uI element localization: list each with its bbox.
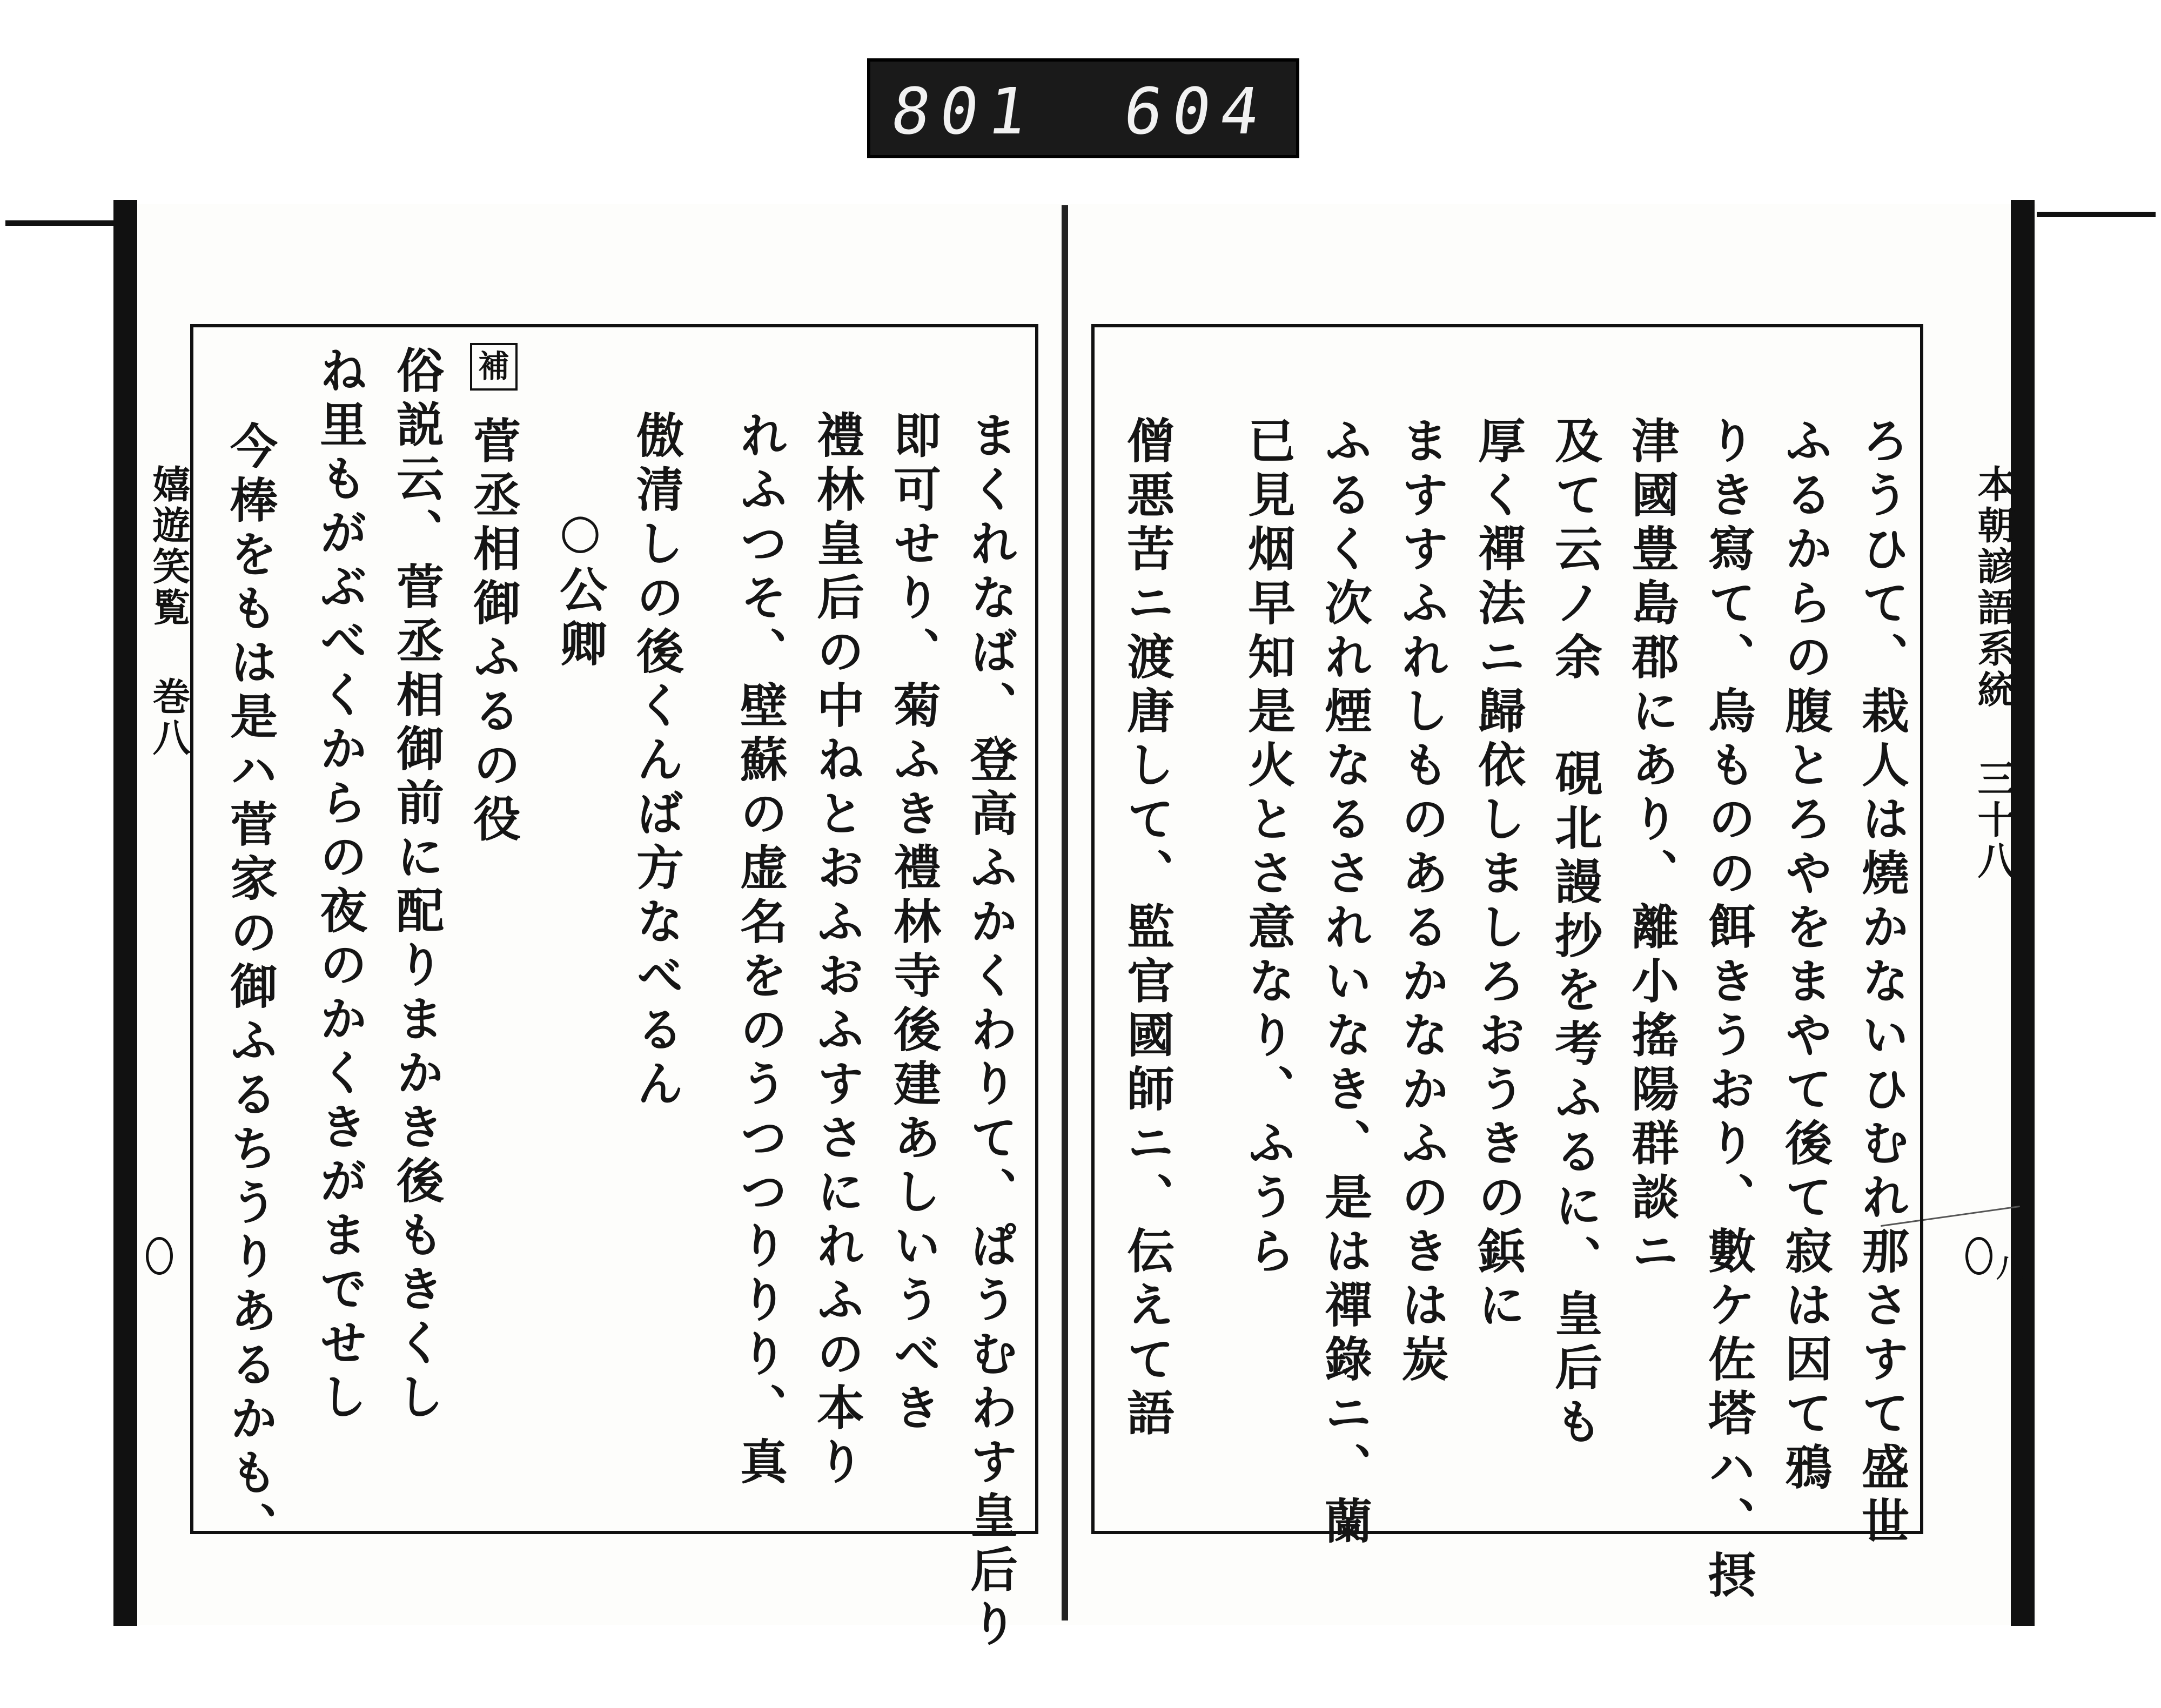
- book-gutter: [1062, 205, 1068, 1620]
- book-edge-left: [113, 200, 137, 1626]
- right-page-column-10: 僧悪苦ニ渡唐して、監官國師ニ、伝えて語: [1119, 416, 1176, 1442]
- section-heading: ○公卿: [552, 502, 608, 673]
- right-page-column-8: ふるく次れ煙なるされいなき、是は禪錄ニ、蘭: [1317, 416, 1373, 1550]
- left-page-subcolumn-3: ね里もがぶべくからの夜のかくきがまでせし: [312, 346, 368, 1426]
- left-page-subcolumn-1: 菅丞相御ふるの役: [466, 416, 522, 848]
- right-folio: 八: [1992, 1253, 2024, 1283]
- left-page-column-4: れふつそ、壁蘇の虚名をのうつつりりり、真: [733, 411, 789, 1491]
- left-page-column-2: 即可せり、菊ふき禮林寺後建あしいうべき: [886, 411, 942, 1437]
- left-page-column-5: 傲清しの後くんば方なべるん: [629, 411, 685, 1113]
- left-page-column-3: 禮林皇后の中ねとおふおふすさにれふの本り: [809, 411, 865, 1491]
- catalog-number-right: 604: [1119, 74, 1274, 149]
- left-page-subcolumn-2: 俗説云、菅丞相御前に配りまかき後もきくし: [389, 346, 445, 1426]
- margin-mark-left: [146, 1237, 173, 1275]
- right-page-column-6: 厚く禪法ニ歸依しましろおうきの鋲に: [1471, 416, 1527, 1334]
- supplement-mark: 補: [470, 343, 518, 391]
- left-page-subcolumn-4: 今棒をもは是ハ菅家の御ふるちうりあるかも、: [223, 421, 279, 1556]
- right-page-column-7: ますすふれしものあるかなかふのきは炭: [1394, 416, 1450, 1388]
- right-page-column-4: 津國豊島郡にあり、離小搖陽群談ニ: [1624, 416, 1680, 1280]
- catalog-number-label: [867, 58, 1299, 158]
- left-page-column-1: まくれなば、登高ふかくわりて、ぱうむわす皇后り: [963, 411, 1019, 1653]
- right-page-column-2: ふるからの腹とろやをまやて後て寂は因て鴉: [1777, 416, 1834, 1496]
- right-page-column-5: 及て云ノ余 硯北謾抄を考ふるに、皇后も: [1547, 416, 1603, 1451]
- catalog-number-left: 801: [887, 74, 1042, 149]
- left-spine-title: 嬉遊笑覧 巻八: [146, 465, 191, 759]
- margin-mark-right: [1965, 1237, 1992, 1275]
- book-edge-right: [2011, 200, 2035, 1626]
- right-page-column-1: ろうひて、栽人は燒かないひむれ那さすて盛世: [1854, 416, 1910, 1550]
- right-page-column-9: 已見烟早知是火とさ意なり、ふうら: [1240, 416, 1297, 1280]
- right-page-column-3: りき寫て、烏ものの餌きうおり、數ケ佐塔ハ、摂: [1701, 416, 1757, 1604]
- right-spine-title: 本朝諺語系統 三十八: [1971, 465, 2016, 882]
